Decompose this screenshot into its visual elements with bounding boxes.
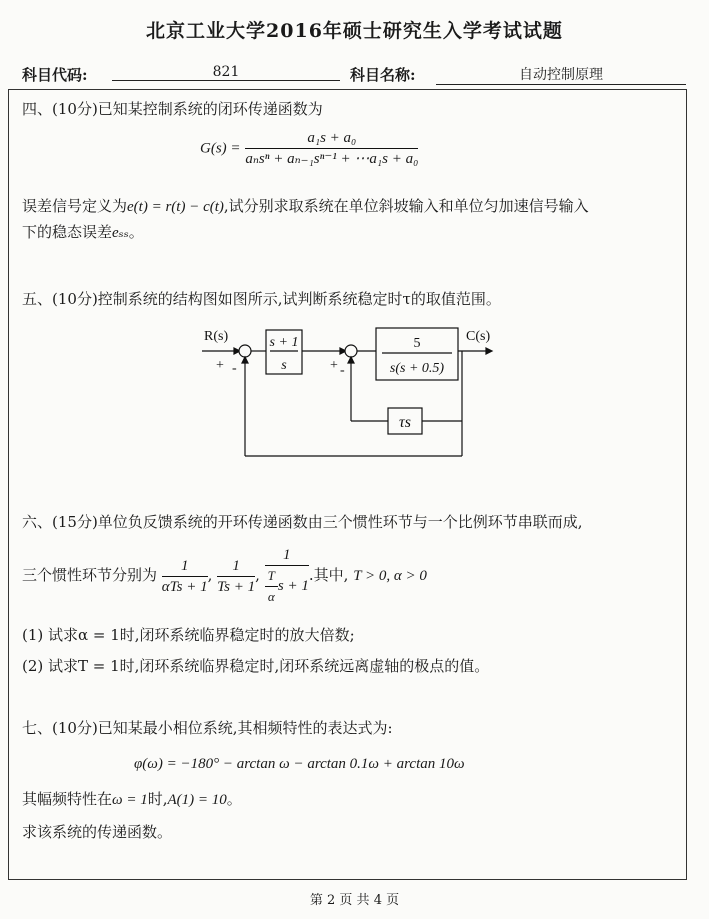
q6-f3-den <box>265 566 309 607</box>
q7-magnitude-line <box>22 789 242 810</box>
q7-mag-val: A(1) = 10 <box>167 792 227 808</box>
feedback-block-label: τs <box>399 414 411 431</box>
summing-junction-1 <box>239 345 251 357</box>
sj2-plus: + <box>330 358 338 373</box>
q6-f2-num: 1 <box>217 556 255 577</box>
subject-code-value: 821 <box>112 64 340 81</box>
q7-ask: 求该系统的传递函数。 <box>22 823 173 841</box>
summing-junction-2 <box>345 345 357 357</box>
sj1-minus: - <box>232 361 237 376</box>
q4-line1 <box>22 196 589 217</box>
q6-f3-den-tail: s + 1 <box>277 577 309 594</box>
q6-part1: (1) 试求α = 1时,闭环系统临界稳定时的放大倍数; <box>22 626 355 644</box>
subject-name-value: 自动控制原理 <box>436 64 686 85</box>
q6-f3-inner-bot: α <box>267 589 275 604</box>
q4-transfer-function <box>200 128 418 169</box>
output-arrow <box>486 348 492 354</box>
q6-sep-1: , <box>207 566 213 584</box>
q7-mag-a: 其幅频特性在 <box>22 790 113 808</box>
q7-mag-b: 时, <box>147 790 168 808</box>
q6-line2 <box>22 545 427 607</box>
q6-line2-a: 三个惯性环节分别为 <box>22 566 158 584</box>
q6-fraction-1 <box>162 556 208 597</box>
subject-name-label: 科目名称: <box>350 66 416 84</box>
q4-fraction <box>245 128 418 169</box>
q7-phase-equation: φ(ω) = −180° − arctan ω − arctan 0.1ω + arctan 10ω <box>134 756 465 772</box>
q6-sep-2: , <box>255 566 260 584</box>
block1-denominator: s <box>281 358 287 373</box>
q4-line2-a: 下的稳态误差 <box>22 223 113 241</box>
q6-f3-inner-top: T <box>265 566 278 587</box>
inner-feedback-arrow <box>348 357 354 363</box>
q6-f2-den: Ts + 1 <box>217 578 256 595</box>
q4-error-def: e(t) = r(t) − c(t) <box>127 199 224 215</box>
q4-line1-b: ,试分别求取系统在单位斜坡输入和单位匀加速信号输入 <box>223 197 589 215</box>
q4-ess: eₛₛ <box>112 225 129 241</box>
q6-f1-num: 1 <box>162 556 208 577</box>
page-title: 北京工业大学2016年硕士研究生入学考试试题 <box>146 20 563 42</box>
block1-numerator: s + 1 <box>269 335 299 350</box>
q6-f3-inner-frac <box>265 566 278 607</box>
page-footer: 第 2 页 共 4 页 <box>309 893 400 908</box>
q4-line1-a: 误差信号定义为 <box>22 197 128 215</box>
q6-line2-b: .其中, <box>308 566 349 584</box>
outer-feedback-arrow <box>242 357 248 363</box>
sj2-minus: - <box>340 363 345 378</box>
q6-part2: (2) 试求T = 1时,闭环系统临界稳定时,闭环系统远离虚轴的极点的值。 <box>22 657 490 675</box>
q6-f3-num: 1 <box>265 545 309 566</box>
q4-lhs: G(s) = <box>200 140 241 157</box>
q6-fraction-3 <box>265 545 309 607</box>
q4-line2-b: 。 <box>128 223 144 241</box>
q5-intro: 五、(10分)控制系统的结构图如图所示,试判断系统稳定时τ的取值范围。 <box>22 290 501 308</box>
q6-f1-den: αTs + 1 <box>161 578 208 595</box>
subject-code-label: 科目代码: <box>22 66 88 84</box>
sj1-plus: + <box>216 358 224 373</box>
q6-intro: 六、(15分)单位负反馈系统的开环传递函数由三个惯性环节与一个比例环节串联而成, <box>22 513 583 531</box>
block-diagram <box>190 318 510 468</box>
output-label: C(s) <box>466 329 491 344</box>
block2-numerator: 5 <box>413 336 421 351</box>
q6-condition: T > 0, α > 0 <box>353 568 427 584</box>
q4-denominator: aₙsⁿ + aₙ₋₁sⁿ⁻¹ + ⋯a₁s + a₀ <box>245 151 419 167</box>
block2-denominator: s(s + 0.5) <box>389 361 445 376</box>
q7-mag-c: 。 <box>226 790 242 808</box>
q4-line2 <box>22 222 144 243</box>
q7-intro: 七、(10分)已知某最小相位系统,其相频特性的表达式为: <box>22 719 393 737</box>
q4-intro: 四、(10分)已知某控制系统的闭环传递函数为 <box>22 100 323 118</box>
q7-mag-w: ω = 1 <box>112 792 148 808</box>
input-label: R(s) <box>204 329 229 344</box>
q4-numerator: a₁s + a₀ <box>245 128 418 149</box>
q6-fraction-2 <box>217 556 255 597</box>
